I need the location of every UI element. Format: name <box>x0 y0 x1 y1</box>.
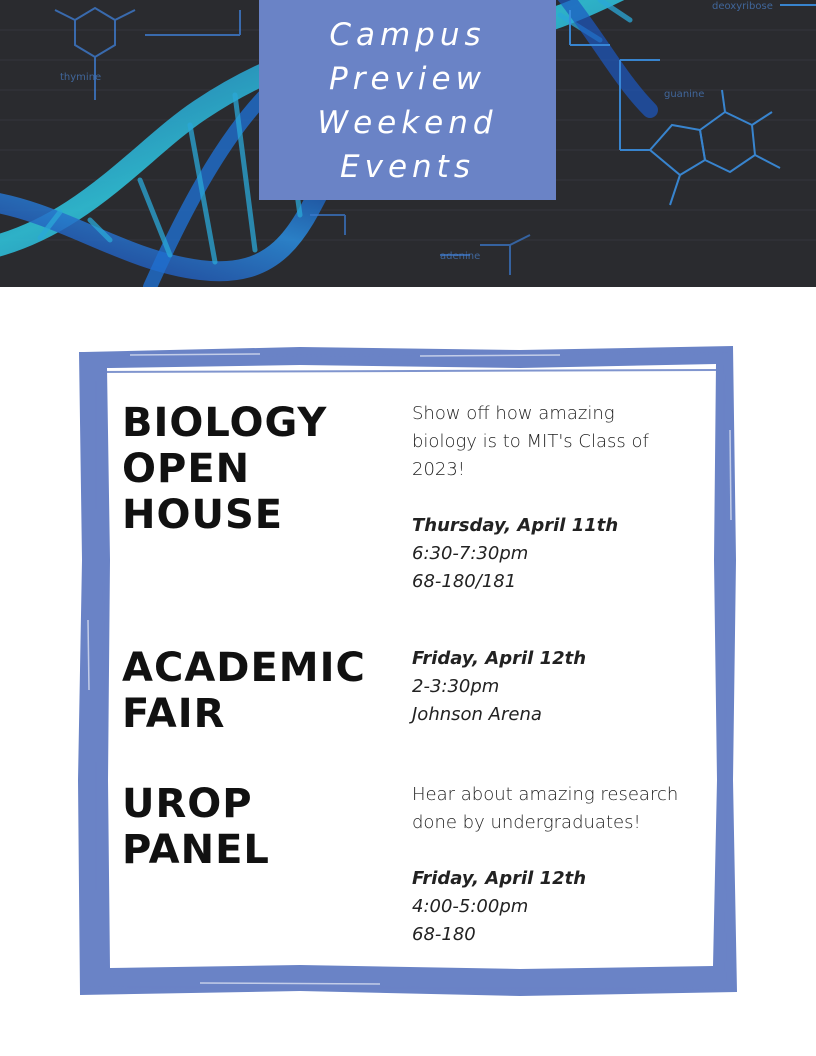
event-details-urop-panel <box>412 781 712 949</box>
event-date: Thursday, April 11th <box>412 515 619 536</box>
event-title-line: FAIR <box>122 691 226 737</box>
event-time: 6:30-7:30pm <box>412 543 529 564</box>
event-description-line: 2023! <box>412 459 466 480</box>
event-time: 2-3:30pm <box>412 676 500 697</box>
event-date: Friday, April 12th <box>412 648 587 669</box>
event-location: 68-180/181 <box>412 571 517 592</box>
svg-text:guanine: guanine <box>664 89 705 100</box>
event-title-urop-panel <box>122 781 270 873</box>
event-details-biology-open-house <box>412 400 712 596</box>
event-title-biology-open-house <box>122 400 327 538</box>
page-title-line: Weekend <box>317 105 498 141</box>
event-description-line: Show off how amazing <box>412 403 615 424</box>
event-location: Johnson Arena <box>412 704 542 725</box>
event-location: 68-180 <box>412 924 476 945</box>
page-title-line: Campus <box>329 17 486 53</box>
event-title-academic-fair <box>122 645 366 737</box>
event-description-line: biology is to MIT's Class of <box>412 431 649 452</box>
event-time: 4:00-5:00pm <box>412 896 529 917</box>
svg-text:deoxyribose: deoxyribose <box>712 1 773 12</box>
event-title-line: OPEN <box>122 446 251 492</box>
event-title-line: ACADEMIC <box>122 645 366 691</box>
svg-text:adenine: adenine <box>440 251 481 262</box>
event-title-line: BIOLOGY <box>122 400 328 446</box>
event-title-line: PANEL <box>122 827 270 873</box>
event-title-line: HOUSE <box>122 492 284 538</box>
page-title-line: Events <box>340 149 475 185</box>
event-title-line: UROP <box>122 781 253 827</box>
event-date: Friday, April 12th <box>412 868 587 889</box>
event-details-academic-fair <box>412 645 712 729</box>
event-description-line: done by undergraduates! <box>412 812 641 833</box>
page-title-line: Preview <box>329 61 486 97</box>
event-description-line: Hear about amazing research <box>412 784 679 805</box>
svg-text:thymine: thymine <box>60 72 102 83</box>
